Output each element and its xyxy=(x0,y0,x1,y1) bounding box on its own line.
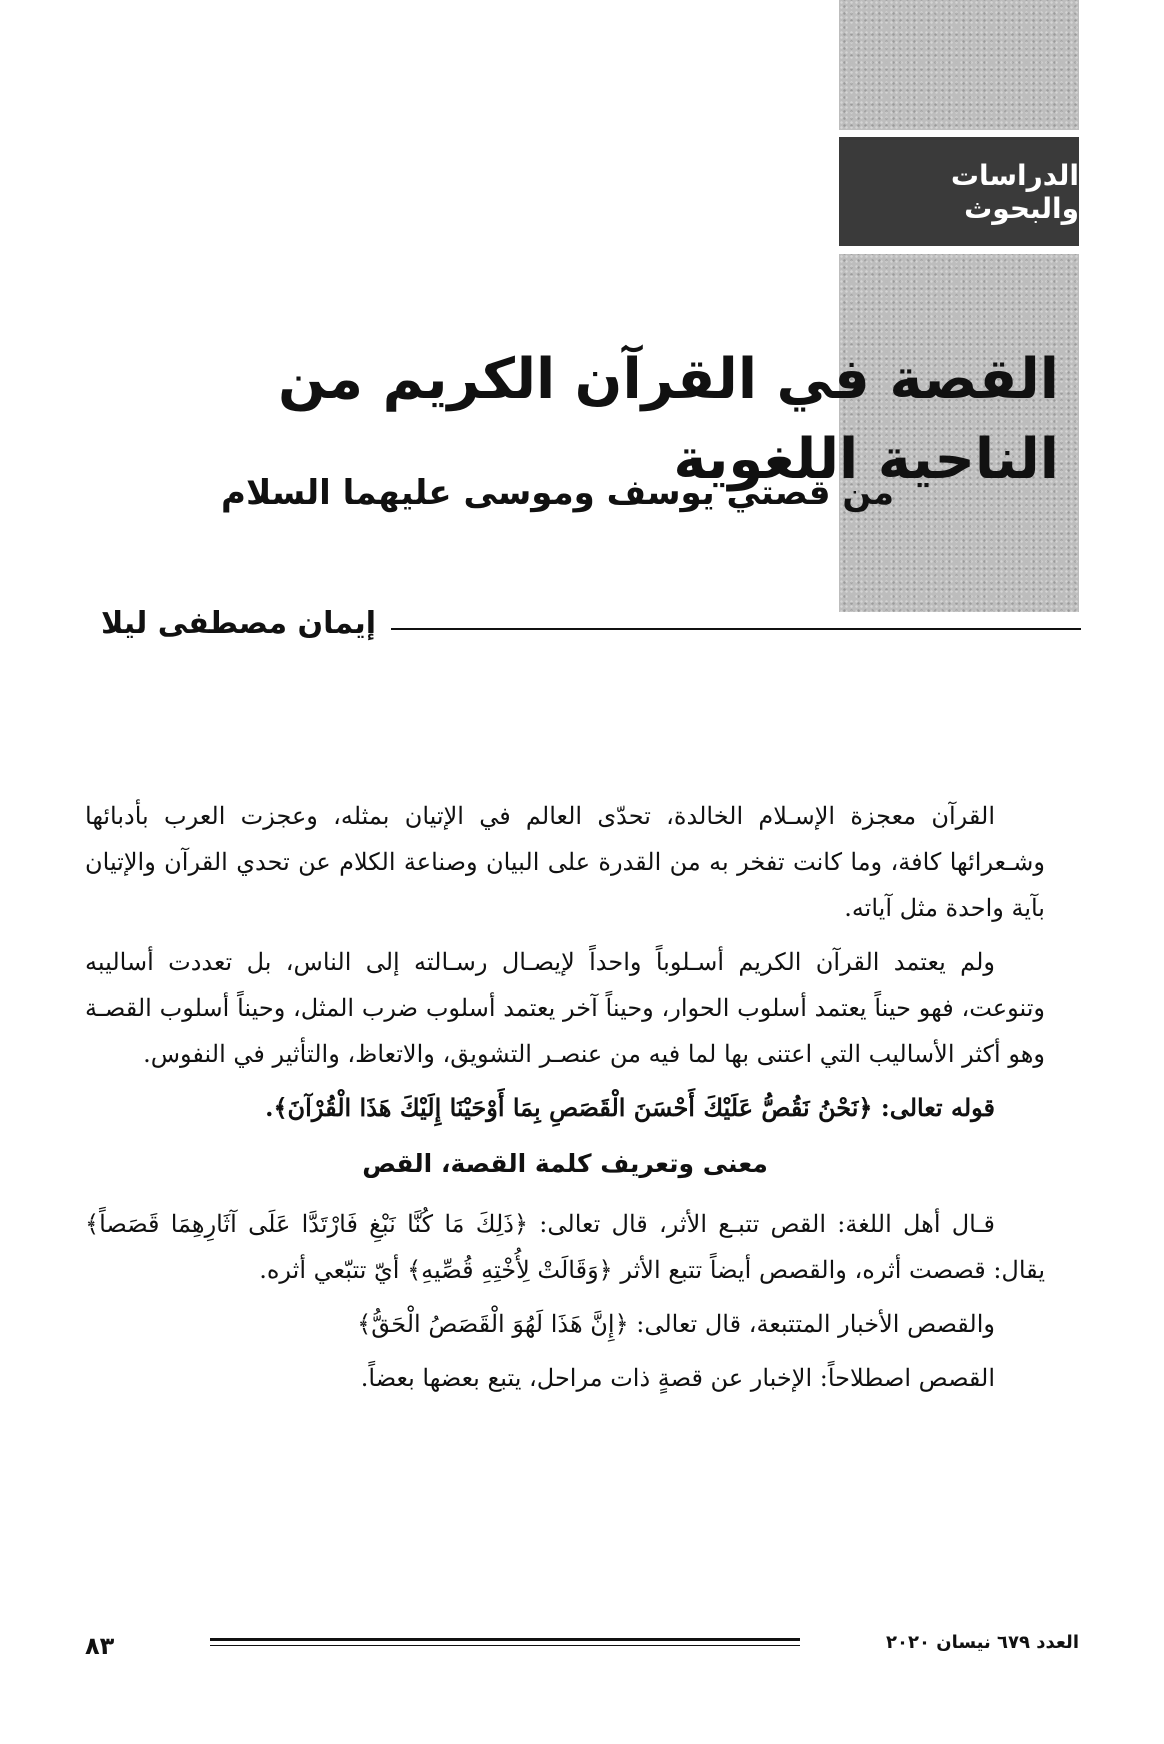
section-label: الدراسات والبحوث xyxy=(839,137,1079,246)
paragraph-intro: القرآن معجزة الإسـلام الخالدة، تحدّى العالم في الإتيان بمثله، وعجزت العرب بأدبائها وشـعرائها كافة، وما كانت تفخر به من القدرة على البيان وصناعة الكلام عن تحدي القرآن والإتيان بآية واحدة مثل آياته. xyxy=(85,802,1045,922)
section-heading: معنى وتعريف كلمة القصة، القص xyxy=(362,1149,768,1178)
author-divider xyxy=(391,628,1081,630)
paragraph-verse: قوله تعالى: ﴿نَحْنُ نَقُصُّ عَلَيْكَ أَحْسَنَ الْقَصَصِ بِمَا أَوْحَيْنَا إِلَيْكَ هَذَا الْقُرْآنَ﴾. xyxy=(265,1093,995,1122)
page-number: ٨٣ xyxy=(85,1632,115,1660)
paragraph-definition: القصص اصطلاحاً: الإخبار عن قصةٍ ذات مراحل، يتبع بعضها بعضاً. xyxy=(360,1364,995,1392)
author-name: إيمان مصطفى ليلا xyxy=(100,606,376,641)
paragraph-lexical: قـال أهل اللغة: القص تتبـع الأثر، قال تعالى: ﴿ذَلِكَ مَا كُنَّا نَبْغِ فَارْتَدَّا عَلَى آثَارِهِمَا قَصَصاً﴾ يقال: قصصت أثره، والقصص أيضاً تتبع الأثر ﴿وَقَالَتْ لِأُخْتِهِ قُصِّيهِ﴾ أيّ تتبّعي أثره. xyxy=(85,1210,1045,1284)
paragraph-news: والقصص الأخبار المتتبعة، قال تعالى: ﴿إِنَّ هَذَا لَهُوَ الْقَصَصُ الْحَقُّ﴾ xyxy=(357,1310,995,1338)
footer-divider-thin xyxy=(210,1645,800,1646)
decorative-band-top xyxy=(839,0,1079,130)
article-title: القصة في القرآن الكريم من الناحية اللغوية xyxy=(278,347,1059,492)
article-body xyxy=(85,793,1045,1409)
paragraph-styles: ولم يعتمد القرآن الكريم أسـلوباً واحداً لإيصـال رسـالته إلى الناس، بل تعددت أساليبه وتنوعت، فهو حيناً يعتمد أسلوب الحوار، وحيناً آخر يعتمد أسلوب ضرب المثل، وحيناً أسلوب القصـة وهو أكثر الأساليب التي اعتنى بها لما فيه من عنصـر التشويق، والاتعاظ، والتأثير في النفوس. xyxy=(85,948,1045,1068)
issue-info: العدد ٦٧٩ نيسان ٢٠٢٠ xyxy=(886,1632,1079,1653)
footer-divider xyxy=(210,1638,800,1641)
article-subtitle: من قصتي يوسف وموسى عليهما السلام xyxy=(221,473,894,513)
